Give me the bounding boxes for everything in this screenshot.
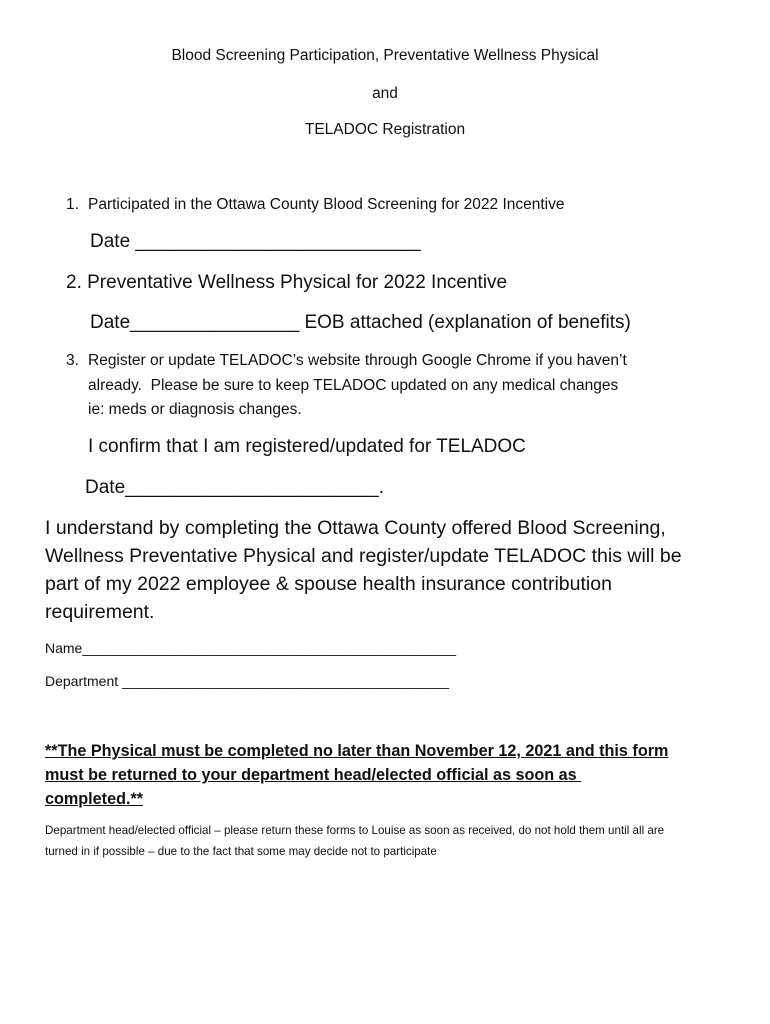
acknowledgement-line2: Wellness Preventative Physical and register/update TELADOC this will be [45,545,682,567]
acknowledgement-line4: requirement. [45,601,155,623]
item3-line2: already. Please be sure to keep TELADOC updated on any medical changes [88,377,619,394]
footnote-line2: turned in if possible – due to the fact that some may decide not to participate [45,845,437,858]
item1-date-field[interactable]: Date ___________________________ [90,231,421,252]
deadline-notice-line2: must be returned to your department head/elected official as soon as [45,766,582,784]
form-title-line2: and [372,85,398,102]
item3-line1: Register or update TELADOC’s website through Google Chrome if you haven’t [88,352,627,369]
form-title-line3: TELADOC Registration [304,121,466,138]
form-title-line1: Blood Screening Participation, Preventative Wellness Physical [171,47,599,64]
item2-date-field[interactable]: Date________________ EOB attached (explanation of benefits) [90,312,631,333]
footnote-line1: Department head/elected official – please return these forms to Louise as soon as received, do not hold them until all are [45,824,665,837]
item3-line3: ie: meds or diagnosis changes. [88,401,302,418]
acknowledgement-line3: part of my 2022 employee & spouse health insurance contribution [45,573,612,595]
deadline-notice-line1: **The Physical must be completed no later than November 12, 2021 and this form [45,742,669,760]
item1-number: 1. [66,196,79,213]
item2-text: 2. Preventative Wellness Physical for 2022 Incentive [66,272,508,293]
item3-number: 3. [66,352,79,369]
name-field[interactable]: Name________________________________________________ [45,640,457,656]
item3-date-field[interactable]: Date________________________. [85,477,385,498]
item1-text: Participated in the Ottawa County Blood Screening for 2022 Incentive [88,196,565,213]
deadline-notice-line3: completed.** [45,790,144,808]
acknowledgement-line1: I understand by completing the Ottawa County offered Blood Screening, [45,517,666,539]
item3-confirm-text: I confirm that I am registered/updated for TELADOC [88,436,526,457]
department-field[interactable]: Department __________________________________________ [45,673,450,689]
